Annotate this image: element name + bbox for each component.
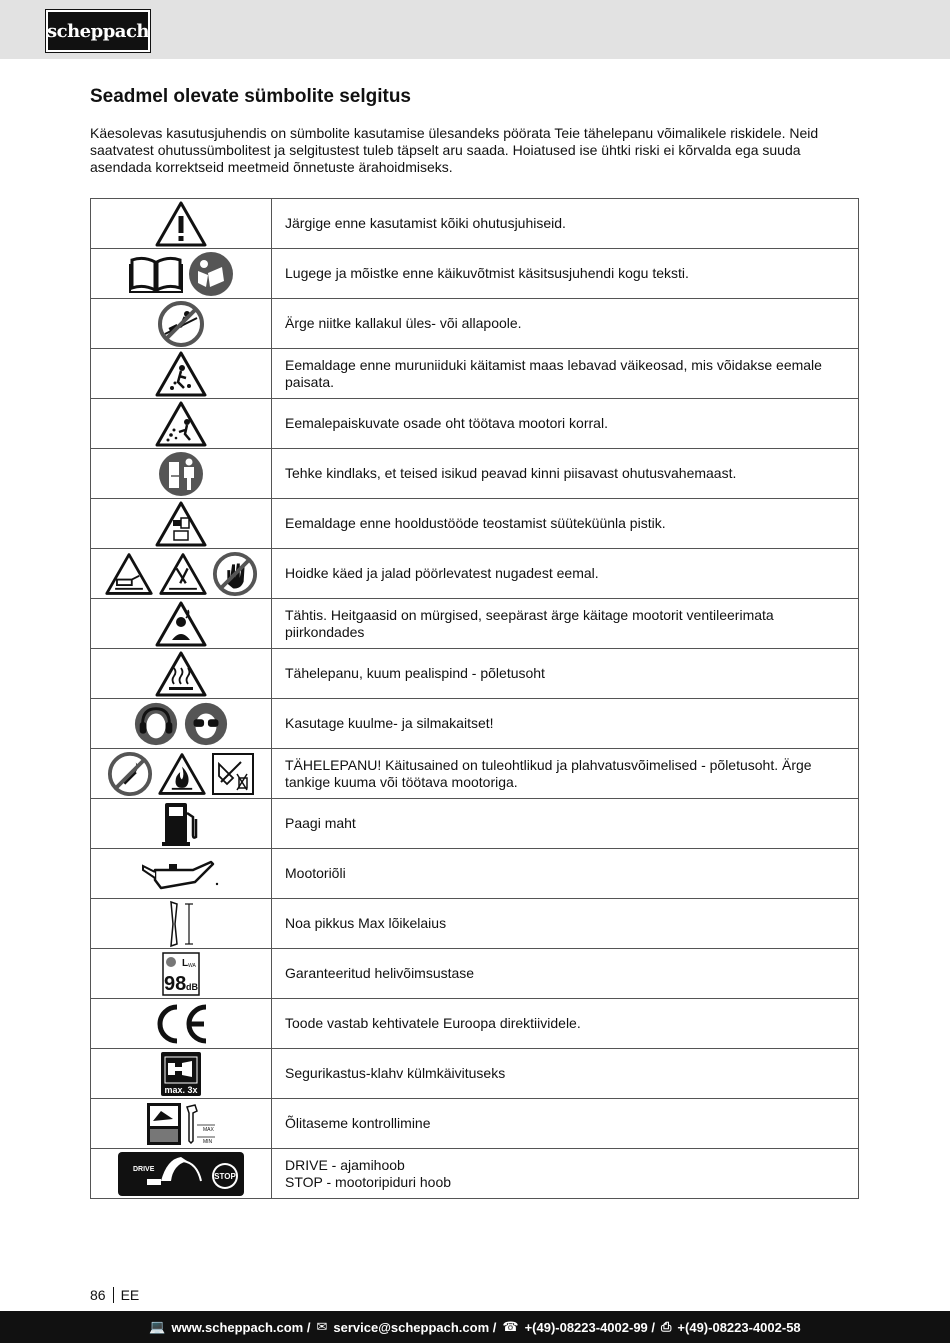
table-row	[91, 899, 859, 949]
footer-phone: +(49)-08223-4002-99 /	[524, 1319, 656, 1335]
primer-button-icon	[160, 1051, 202, 1097]
table-row	[91, 999, 859, 1049]
oil-level-icon	[145, 1101, 217, 1147]
flammable-fuel-icon	[157, 751, 207, 797]
symbol-text: Tähelepanu, kuum pealispind - põletusoht	[272, 649, 859, 699]
drive-stop-lever-icon	[117, 1151, 245, 1197]
drive-label: DRIVE	[133, 1165, 155, 1173]
ce-mark-icon	[150, 1003, 212, 1045]
symbol-text: Õlitaseme kontrollimine	[272, 1099, 859, 1149]
footer-fax: +(49)-08223-4002-58	[677, 1319, 801, 1335]
motor-label: MOTOR	[215, 1156, 235, 1163]
symbol-text: TÄHELEPANU! Käitusained on tuleohtlikud ja plahvatusvõimelised - põletusoht. Ärge tankige kuuma või töötava mootoriga.	[272, 749, 859, 799]
table-row	[91, 649, 859, 699]
table-row	[91, 449, 859, 499]
table-row	[91, 1099, 859, 1149]
eye-protection-icon	[183, 701, 229, 747]
symbol-text: Garanteeritud helivõimsustase	[272, 949, 859, 999]
no-fire-icon	[107, 751, 153, 797]
symbol-table	[90, 198, 859, 1199]
symbol-text: Tähtis. Heitgaasid on mürgised, seepärast ärge käitage mootorit ventileerimata piirkondades	[272, 599, 859, 649]
table-row	[91, 1049, 859, 1099]
no-refuel-hot-engine-icon	[211, 752, 255, 796]
ear-protection-icon	[133, 701, 179, 747]
table-row	[91, 949, 859, 999]
table-row	[91, 599, 859, 649]
email-icon: ✉	[316, 1319, 328, 1334]
symbol-text: Hoidke käed ja jalad pöörlevatest nugadest eemal.	[272, 549, 859, 599]
stop-label: STOP	[214, 1171, 236, 1181]
keep-distance-icon	[157, 450, 205, 498]
symbol-text: Tehke kindlaks, et teised isikud peavad kinni piisavast ohutusvahemaast.	[272, 449, 859, 499]
primer-label: max. 3x	[164, 1084, 198, 1095]
symbol-text: Kasutage kuulme- ja silmakaitset!	[272, 699, 859, 749]
no-hands-icon	[212, 551, 258, 597]
footer-website[interactable]: www.scheppach.com /	[171, 1319, 311, 1335]
table-row	[91, 199, 859, 249]
symbol-text: Noa pikkus Max lõikelaius	[272, 899, 859, 949]
symbol-text: Ärge niitke kallakul üles- või allapoole.	[272, 299, 859, 349]
spark-plug-icon	[154, 500, 208, 548]
table-row	[91, 749, 859, 799]
table-row	[91, 849, 859, 899]
symbol-text: Paagi maht	[272, 799, 859, 849]
open-book-icon	[128, 254, 184, 294]
page-title: Seadmel olevate sümbolite selgitus	[90, 86, 411, 107]
computer-icon: 💻	[149, 1319, 166, 1334]
general-warning-icon	[154, 200, 208, 248]
table-row	[91, 349, 859, 399]
symbol-text: Toode vastab kehtivatele Euroopa direktiividele.	[272, 999, 859, 1049]
symbol-text: Lugege ja mõistke enne käikuvõtmist käsitsusjuhendi kogu teksti.	[272, 249, 859, 299]
hand-blade-warning-icon	[104, 551, 154, 597]
max-label: MAX	[203, 1126, 214, 1133]
symbol-text: Segurikastus-klahv külmkäivituseks	[272, 1049, 859, 1099]
top-bar	[0, 0, 950, 59]
symbol-text: DRIVE - ajamihoob STOP - mootoripiduri hoob	[272, 1149, 859, 1199]
table-row	[91, 299, 859, 349]
footer-bar	[0, 1311, 950, 1343]
db-value: 98	[164, 972, 187, 995]
no-slope-mowing-icon	[157, 300, 205, 348]
table-row	[91, 1149, 859, 1199]
table-row	[91, 699, 859, 749]
lwa-label: L	[182, 957, 189, 969]
scheppach-logo: scheppach	[46, 10, 150, 52]
table-row	[91, 399, 859, 449]
phone-icon: ☎	[502, 1319, 519, 1334]
lwa-sub-label: WA	[188, 962, 196, 969]
symbol-text: Eemaldage enne hooldustööde teostamist süüteküünla pistik.	[272, 499, 859, 549]
sound-power-icon	[162, 952, 200, 996]
fax-icon: ⎙	[661, 1319, 672, 1334]
language-code: EE	[120, 1287, 140, 1303]
oil-can-icon	[141, 854, 221, 894]
table-row	[91, 249, 859, 299]
hot-surface-icon	[154, 650, 208, 698]
intro-paragraph: Käesolevas kasutusjuhendis on sümbolite kasutamise ülesandeks pöörata Teie tähelepanu võimalikele riskidele. Neid saatvatest ohutussümbolitest ja selgitustest tuleb täpselt aru saada. Hoiatused ise ühtki riski ei kõrvalda ega suuda asendada korrektseid meetmeid õnnetuste ärahoidmiseks.	[90, 125, 819, 175]
toxic-gas-icon	[154, 600, 208, 648]
foot-blade-warning-icon	[158, 551, 208, 597]
remove-objects-icon	[154, 350, 208, 398]
symbol-text: Eemalepaiskuvate osade oht töötava mootori korral.	[272, 399, 859, 449]
symbol-text: Järgige enne kasutamist kõiki ohutusjuhiseid.	[272, 199, 859, 249]
flying-objects-icon	[154, 400, 208, 448]
db-unit: dB	[186, 981, 198, 992]
table-row	[91, 499, 859, 549]
min-label: MIN	[203, 1138, 213, 1145]
fuel-pump-icon	[159, 801, 203, 847]
page-number-divider	[113, 1287, 114, 1303]
read-manual-icon	[188, 251, 234, 297]
table-row	[91, 549, 859, 599]
page-number	[90, 1287, 139, 1303]
blade-length-icon	[161, 900, 201, 948]
page-number-value: 86	[90, 1287, 106, 1303]
footer-email[interactable]: service@scheppach.com /	[333, 1319, 497, 1335]
symbol-text: Eemaldage enne muruniiduki käitamist maas lebavad väikeosad, mis võidakse eemale paisata.	[272, 349, 859, 399]
table-row	[91, 799, 859, 849]
symbol-text: Mootoriõli	[272, 849, 859, 899]
